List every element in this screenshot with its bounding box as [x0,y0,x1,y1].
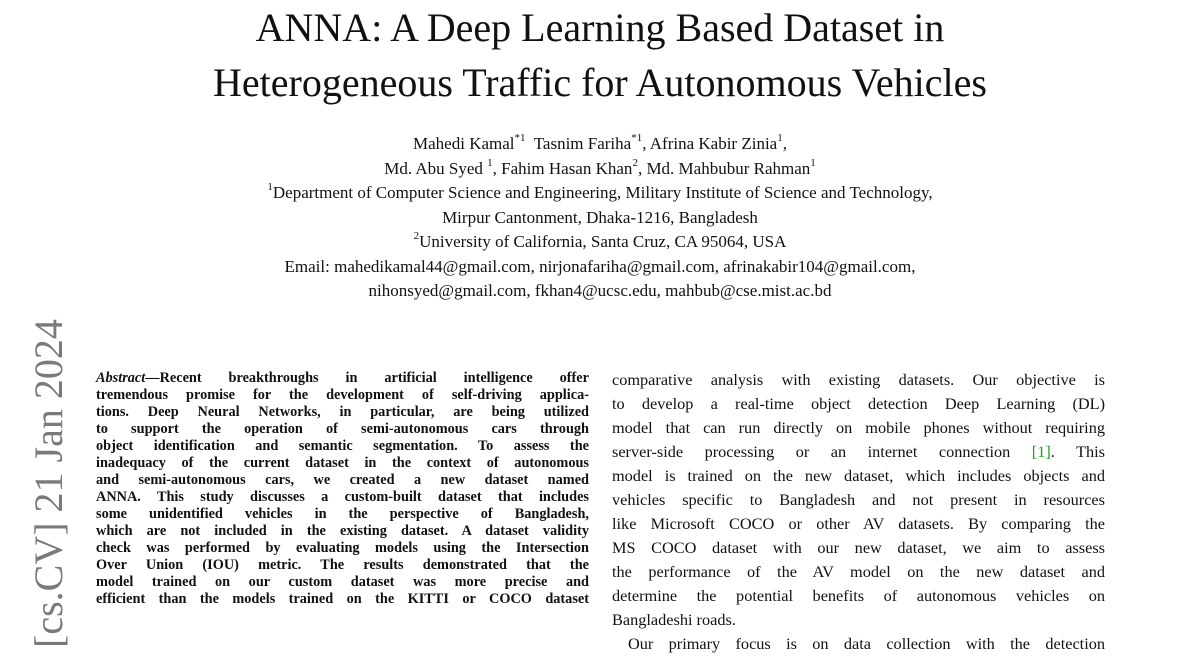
email-line-1: Email: mahedikamal44@gmail.com, nirjonafariha@gmail.com, afrinakabir104@gmail.com, [284,256,916,276]
body-line: Our primary focus is on data collection with the detection [628,634,1105,653]
paper-title [0,0,1200,110]
author-name: Md. Abu Syed [384,158,488,178]
author-block [0,132,1200,304]
affiliation-2 [0,230,1200,255]
author-mark: 1 [487,156,493,169]
author-name: Mahedi Kamal [413,134,515,153]
body-line: Bangladeshi roads. [612,610,736,629]
abstract-line: ANNA. This study discusses a custom-built dataset that includes [96,489,589,505]
body-text-run: server-side processing or an internet connection [612,442,1032,461]
author-mark: 1 [810,156,816,169]
body-line: determine the potential benefits of autonomous vehicles on [612,586,1105,605]
body-line: like Microsoft COCO or other AV datasets. By comparing the [612,514,1105,533]
abstract-line: some unidentified vehicles in the perspective of Bangladesh, [96,506,589,522]
abstract-line: and semi-autonomous cars, we created a new dataset named [96,472,589,488]
abstract-line: tions. Deep Neural Networks, in particular, are being utilized [96,404,589,420]
abstract-line: check was performed by evaluating models using the Intersection [96,540,589,556]
abstract-text: —Recent breakthroughs in artificial intelligence offer [145,370,589,386]
abstract [96,370,589,608]
author-name: , Afrina Kabir Zinia [642,134,778,153]
body-line: comparative analysis with existing datasets. Our objective is [612,370,1105,389]
title-line-2: Heterogeneous Traffic for Autonomous Vehicles [213,60,987,105]
affiliation-text: Department of Computer Science and Engineering, Military Institute of Science and Technology, [272,183,933,202]
abstract-line: tremendous promise for the development of self-driving applica- [96,387,589,403]
author-line-2 [0,157,1200,182]
title-line-1: ANNA: A Deep Learning Based Dataset in [255,5,945,50]
abstract-line: to support the operation of semi-autonomous cars through [96,421,589,437]
author-mark: 2 [632,156,638,169]
abstract-line [96,370,589,387]
author-name: Tasnim Fariha [533,134,632,153]
body-line: model is trained on the new dataset, which includes objects and [612,466,1105,485]
body-text-run: . This [1050,442,1105,461]
affiliation-mark: 2 [413,230,420,243]
arxiv-stamp: [cs.CV] 21 Jan 2024 [26,319,71,648]
author-mark: *1 [514,132,526,145]
author-mark: 1 [777,132,783,145]
abstract-line: model trained on our custom dataset was more precise and [96,574,589,590]
body-line: MS COCO dataset with our new dataset, we aim to assess [612,538,1105,557]
abstract-line: Over Union (IOU) metric. The results demonstrated that the [96,557,589,573]
abstract-heading: Abstract [96,370,146,386]
affiliation-text: University of California, Santa Cruz, CA 95064, USA [419,232,787,251]
author-separator: , [782,134,787,153]
abstract-line: which are not included in the existing dataset. A dataset validity [96,523,589,539]
citation-link[interactable]: [1] [1031,442,1051,461]
affiliation-1-cont: Mirpur Cantonment, Dhaka-1216, Bangladesh [442,207,758,227]
abstract-line: inadequacy of the current dataset in the context of autonomous [96,455,589,471]
body-line: the performance of the AV model on the new dataset and [612,562,1105,581]
body-line: model that can run directly on mobile phones without requiring [612,418,1105,437]
body-line [612,440,1105,464]
author-line-1 [0,132,1200,157]
abstract-line: object identification and semantic segmentation. To assess the [96,438,589,454]
body-text [612,368,1105,656]
affiliation-mark: 1 [267,181,273,194]
author-mark: *1 [631,132,643,145]
author-name: , Md. Mahbubur Rahman [637,158,811,178]
affiliation-1 [0,181,1200,206]
email-line-2: nihonsyed@gmail.com, fkhan4@ucsc.edu, mahbub@cse.mist.ac.bd [368,281,832,300]
body-line: to develop a real-time object detection Deep Learning (DL) [612,394,1105,413]
body-line: vehicles specific to Bangladesh and not present in resources [612,490,1105,509]
author-name: , Fahim Hasan Khan [492,158,633,178]
abstract-line: efficient than the models trained on the KITTI or COCO dataset [96,591,589,607]
